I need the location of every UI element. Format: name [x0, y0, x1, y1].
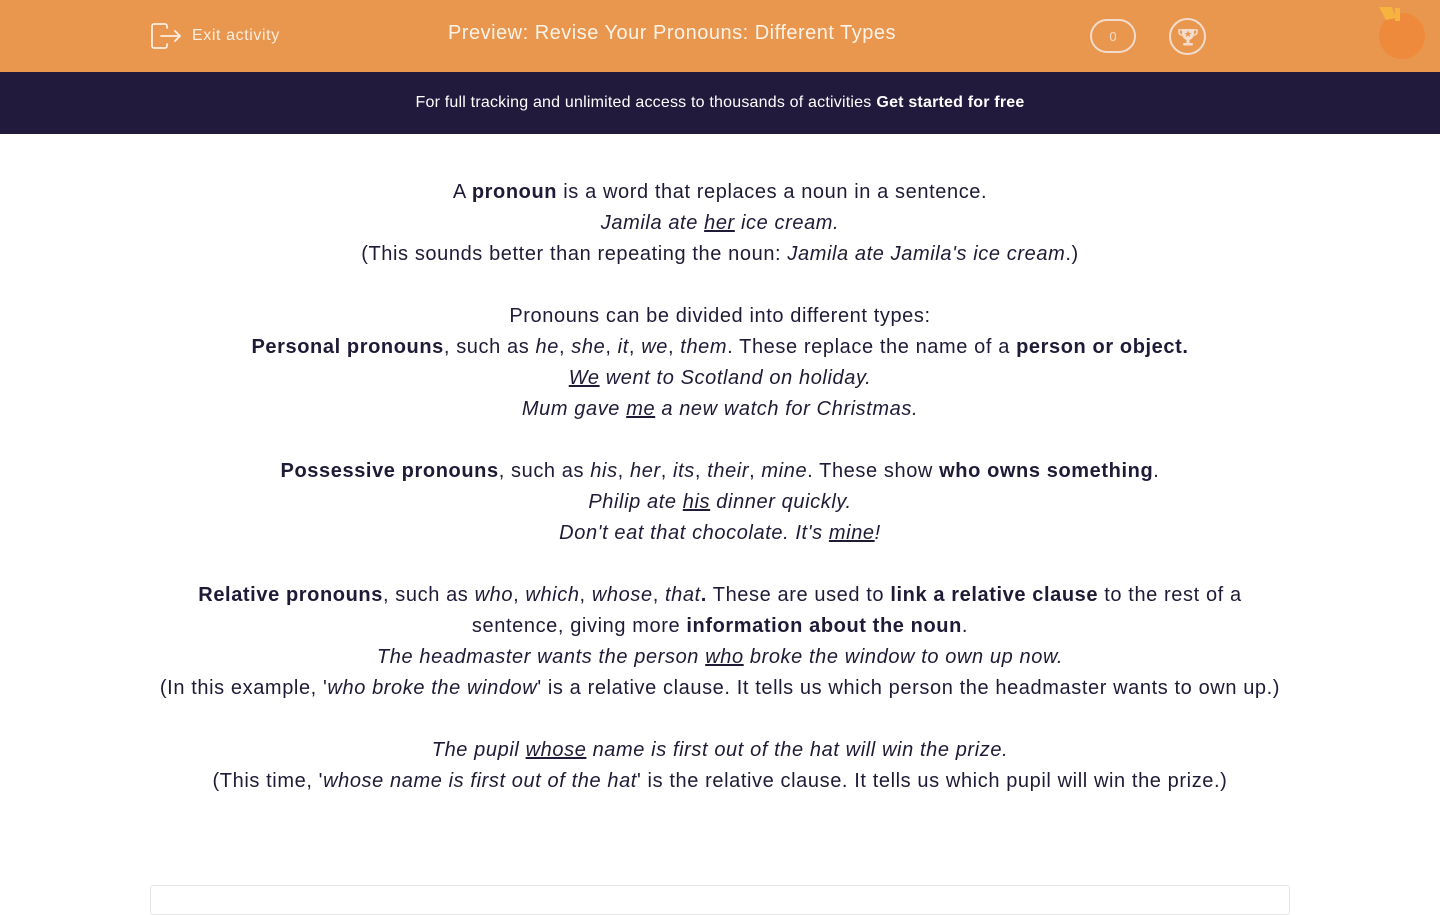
personal-definition: Personal pronouns, such as he, she, it, we, them. These replace the name of a person or object.: [251, 336, 1189, 358]
signup-banner: [0, 72, 1440, 134]
relative-explanation-2: (This time, 'whose name is first out of the hat' is the relative clause. It tells us which pupil will win the prize.): [212, 770, 1228, 792]
relative-example-1: The headmaster wants the person who broke the window to own up now.: [376, 646, 1064, 668]
possessive-definition: Possessive pronouns, such as his, her, its, their, mine. These show who owns something.: [280, 460, 1160, 482]
intro-example: Jamila ate her ice cream.: [600, 212, 840, 234]
lesson-content: [150, 177, 1290, 797]
trophy-button[interactable]: [1169, 18, 1206, 55]
exit-activity-label: Exit activity: [192, 27, 280, 44]
top-bar: [0, 0, 1440, 72]
intro-explanation: (This sounds better than repeating the noun: Jamila ate Jamila's ice cream.): [361, 243, 1079, 265]
relative-explanation-1: (In this example, 'who broke the window' is a relative clause. It tells us which person the headmaster wants to own up.): [159, 677, 1281, 699]
types-intro: Pronouns can be divided into different types:: [509, 305, 931, 327]
get-started-link[interactable]: Get started for free: [876, 94, 1025, 111]
personal-example-2: Mum gave me a new watch for Christmas.: [521, 398, 919, 420]
possessive-example-2: Don't eat that chocolate. It's mine!: [559, 522, 881, 544]
orange-logo-icon: [1374, 4, 1434, 64]
relative-definition: Relative pronouns, such as who, which, whose, that. These are used to link a relative clause to the rest of a sentence, giving more information about the noun.: [198, 584, 1242, 637]
possessive-example-1: Philip ate his dinner quickly.: [588, 491, 852, 513]
personal-example-1: We went to Scotland on holiday.: [568, 367, 872, 389]
trophy-icon: [1177, 26, 1199, 48]
intro-definition: A pronoun is a word that replaces a noun in a sentence.: [452, 181, 988, 203]
question-card: [150, 885, 1290, 915]
page-title: Preview: Revise Your Pronouns: Different Types: [447, 22, 897, 44]
score-badge: 0: [1090, 19, 1136, 53]
relative-example-2: The pupil whose name is first out of the hat will win the prize.: [431, 739, 1009, 761]
banner-text: For full tracking and unlimited access to thousands of activities: [415, 94, 872, 111]
